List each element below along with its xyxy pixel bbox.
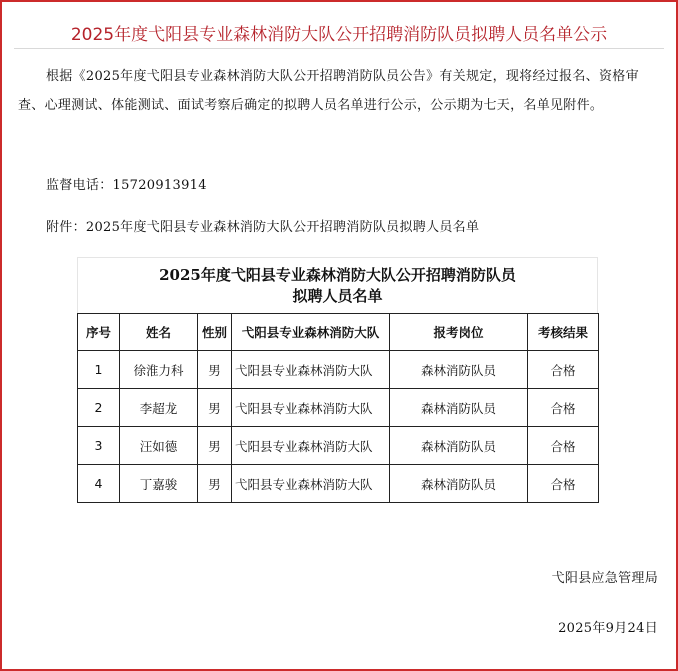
title-divider xyxy=(14,48,664,49)
table-header-row xyxy=(78,314,599,351)
cell-gender: 男 xyxy=(198,351,232,389)
cell-gender: 男 xyxy=(198,427,232,465)
cell-unit: 弋阳县专业森林消防大队 xyxy=(232,351,390,389)
cell-name: 丁嘉骏 xyxy=(120,465,198,503)
cell-position: 森林消防队员 xyxy=(390,465,528,503)
header-unit: 弋阳县专业森林消防大队 xyxy=(232,314,390,351)
cell-index: 1 xyxy=(78,351,120,389)
cell-name: 汪如德 xyxy=(120,427,198,465)
cell-index: 3 xyxy=(78,427,120,465)
header-index: 序号 xyxy=(78,314,120,351)
cell-name: 徐淮力科 xyxy=(120,351,198,389)
table-title-line-1: 2025年度弋阳县专业森林消防大队公开招聘消防队员 xyxy=(159,266,516,284)
table-row xyxy=(78,427,599,465)
table-row xyxy=(78,389,599,427)
cell-result: 合格 xyxy=(528,351,599,389)
cell-position: 森林消防队员 xyxy=(390,427,528,465)
table-row xyxy=(78,351,599,389)
header-result: 考核结果 xyxy=(528,314,599,351)
cell-index: 2 xyxy=(78,389,120,427)
cell-position: 森林消防队员 xyxy=(390,389,528,427)
candidate-table-block xyxy=(77,257,598,503)
cell-index: 4 xyxy=(78,465,120,503)
table-row xyxy=(78,465,599,503)
cell-unit: 弋阳县专业森林消防大队 xyxy=(232,427,390,465)
header-position: 报考岗位 xyxy=(390,314,528,351)
cell-unit: 弋阳县专业森林消防大队 xyxy=(232,389,390,427)
table-title xyxy=(77,257,598,313)
header-name: 姓名 xyxy=(120,314,198,351)
candidate-table xyxy=(77,313,599,503)
issue-date: 2025年9月24日 xyxy=(558,621,658,636)
cell-gender: 男 xyxy=(198,389,232,427)
cell-name: 李超龙 xyxy=(120,389,198,427)
header-gender: 性别 xyxy=(198,314,232,351)
cell-result: 合格 xyxy=(528,465,599,503)
cell-unit: 弋阳县专业森林消防大队 xyxy=(232,465,390,503)
cell-position: 森林消防队员 xyxy=(390,351,528,389)
issuing-organization: 弋阳县应急管理局 xyxy=(551,571,658,586)
page-title: 2025年度弋阳县专业森林消防大队公开招聘消防队员拟聘人员名单公示 xyxy=(70,25,608,45)
attachment-note: 附件：2025年度弋阳县专业森林消防大队公开招聘消防队员拟聘人员名单 xyxy=(46,220,480,235)
cell-result: 合格 xyxy=(528,427,599,465)
intro-paragraph: 根据《2025年度弋阳县专业森林消防大队公开招聘消防队员公告》有关规定，现将经过报名、资格审查、心理测试、体能测试、面试考察后确定的拟聘人员名单进行公示，公示期为七天，名单见附件。 xyxy=(18,69,639,113)
table-title-line-2: 拟聘人员名单 xyxy=(292,287,383,305)
cell-result: 合格 xyxy=(528,389,599,427)
cell-gender: 男 xyxy=(198,465,232,503)
supervision-phone: 监督电话：15720913914 xyxy=(46,178,207,193)
